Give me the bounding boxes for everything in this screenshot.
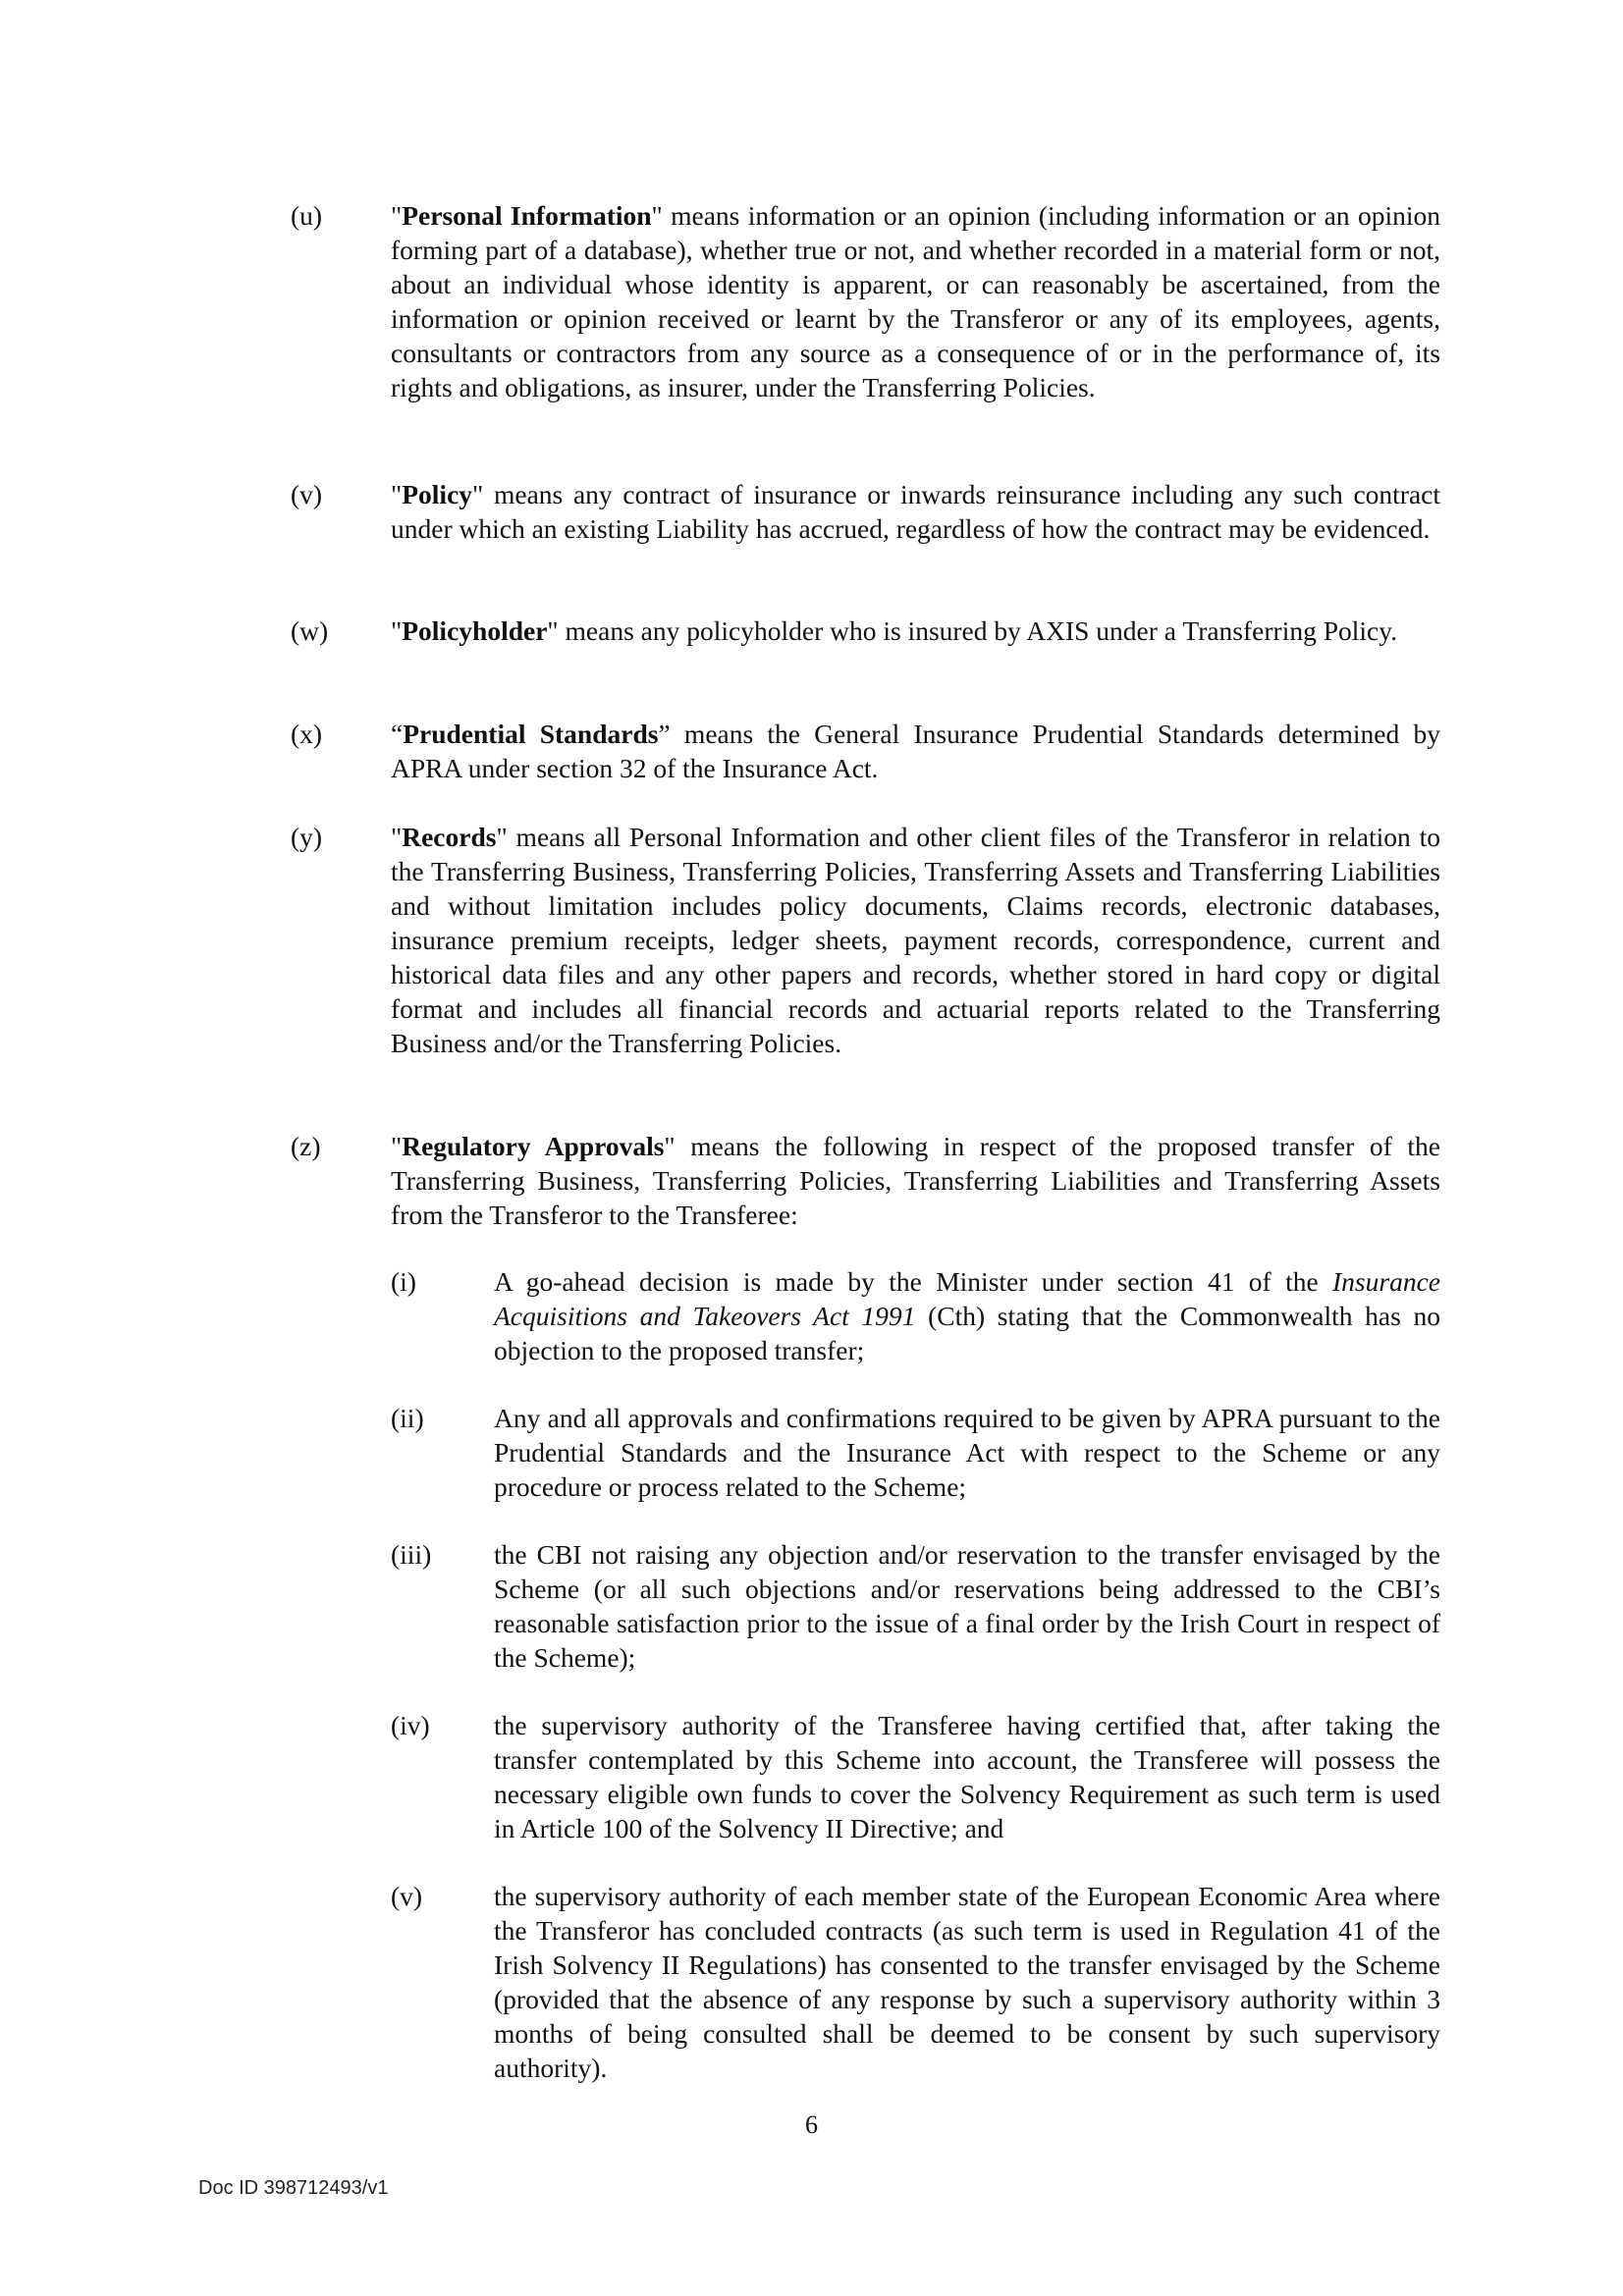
definition-clause-w: [291, 614, 1440, 648]
definition-text: means any contract of insurance or inwards reinsurance including any such contract under which an existing Liability has accrued, regardless of how the contract may be evidenced.: [391, 479, 1440, 544]
subclause-v: [391, 1879, 1440, 2085]
definition-text: means any policyholder who is insured by AXIS under a Transferring Policy.: [558, 615, 1398, 646]
clause-body: "Regulatory Approvals" means the following in respect of the proposed transfer of the Transferring Business, Transferring Policies, Transferring Liabilities and Transferring Assets from the Transferor to the Transferee:: [391, 1131, 1440, 1230]
definition-clause-x: [291, 717, 1440, 785]
page-number: 6: [805, 2110, 818, 2139]
defined-term: Personal Information: [402, 200, 652, 231]
clause-body: "Records" means all Personal Information and other client files of the Transferor in relation to the Transferring Business, Transferring Policies, Transferring Assets and Transferring Liabilities and without limitation includes policy documents, Claims records, electronic databases, insurance premium receipts, ledger sheets, payment records, correspondence, current and historical data files and any other papers and records, whether stored in hard copy or digital format and includes all financial records and actuarial reports related to the Transferring Business and/or the Transferring Policies.: [391, 822, 1440, 1058]
definition-clause-z: [291, 1129, 1440, 1232]
subclause-body: A go-ahead decision is made by the Minister under section 41 of the Insurance Acquisitions and Takeovers Act 1991 (Cth) stating that the Commonwealth has no objection to the proposed transfer;: [494, 1266, 1440, 1365]
definition-text: means the following in respect of the proposed transfer of the Transferring Business, Transferring Policies, Transferring Liabilities and Transferring Assets from the Transferor to the Transferee:: [391, 1131, 1440, 1230]
definition-text: means all Personal Information and other client files of the Transferor in relation to the Transferring Business, Transferring Policies, Transferring Assets and Transferring Liabilities and without limitation includes policy documents, Claims records, electronic databases, insurance premium receipts, ledger sheets, payment records, correspondence, current and historical data files and any other papers and records, whether stored in hard copy or digital format and includes all financial records and actuarial reports related to the Transferring Business and/or the Transferring Policies.: [391, 822, 1440, 1058]
subclause-ii: [391, 1401, 1440, 1504]
definition-clause-v: [291, 477, 1440, 546]
definition-text: means information or an opinion (including information or an opinion forming part of a database), whether true or not, and whether recorded in a material form or not, about an individual whose identity is apparent, or can reasonably be ascertained, from the information or opinion received or learnt by the Transferor or any of its employees, agents, consultants or contractors from any source as a consequence of or in the performance of, its rights and obligations, as insurer, under the Transferring Policies.: [391, 200, 1440, 402]
subclause-body: the CBI not raising any objection and/or reservation to the transfer envisaged by the Scheme (or all such objections and/or reservations being addressed to the CBI’s reasonable satisfaction prior to the issue of a final order by the Irish Court in respect of the Scheme);: [494, 1539, 1440, 1673]
subclause-i: [391, 1264, 1440, 1367]
defined-term: Prudential Standards: [403, 719, 659, 749]
clause-body: “Prudential Standards” means the General Insurance Prudential Standards determined by APRA under section 32 of the Insurance Act.: [391, 719, 1440, 783]
subclause-iv: [391, 1708, 1440, 1845]
subclause-label: (ii): [391, 1403, 424, 1433]
clause-body: "Policy" means any contract of insurance or inwards reinsurance including any such contract under which an existing Liability has accrued, regardless of how the contract may be evidenced.: [391, 479, 1440, 544]
defined-term: Records: [402, 822, 497, 852]
clause-label: (y): [291, 822, 323, 852]
subclause-label: (v): [391, 1881, 423, 1911]
act-title: Insurance Acquisitions and Takeovers Act 1991: [494, 1266, 1440, 1331]
clause-label: (v): [291, 479, 323, 509]
definition-text: means the General Insurance Prudential Standards determined by APRA under section 32 of the Insurance Act.: [391, 719, 1440, 783]
clause-body: "Policyholder" means any policyholder who is insured by AXIS under a Transferring Policy.: [391, 615, 1398, 646]
subclause-body: Any and all approvals and confirmations required to be given by APRA pursuant to the Prudential Standards and the Insurance Act with respect to the Scheme or any procedure or process related to the Scheme;: [494, 1403, 1440, 1502]
document-id: Doc ID 398712493/v1: [198, 2177, 389, 2199]
clause-label: (x): [291, 719, 323, 749]
clause-body: "Personal Information" means information or an opinion (including information or an opinion forming part of a database), whether true or not, and whether recorded in a material form or not, about an individual whose identity is apparent, or can reasonably be ascertained, from the information or opinion received or learnt by the Transferor or any of its employees, agents, consultants or contractors from any source as a consequence of or in the performance of, its rights and obligations, as insurer, under the Transferring Policies.: [391, 200, 1440, 402]
defined-term: Regulatory Approvals: [402, 1131, 665, 1161]
definition-clause-u: [291, 198, 1440, 404]
defined-term: Policy: [402, 479, 473, 509]
subclause-label: (i): [391, 1266, 416, 1297]
subclause-iii: [391, 1537, 1440, 1675]
defined-term: Policyholder: [402, 615, 548, 646]
subclause-body: the supervisory authority of each member state of the European Economic Area where the Transferor has concluded contracts (as such term is used in Regulation 41 of the Irish Solvency II Regulations) has consented to the transfer envisaged by the Scheme (provided that the absence of any response by such a supervisory authority within 3 months of being consulted shall be deemed to be consent by such supervisory authority).: [494, 1881, 1440, 2083]
clause-label: (w): [291, 615, 329, 646]
subclause-label: (iii): [391, 1539, 432, 1570]
clause-label: (z): [291, 1131, 321, 1161]
clause-label: (u): [291, 200, 323, 231]
subclause-label: (iv): [391, 1710, 430, 1740]
definition-clause-y: [291, 820, 1440, 1060]
subclause-body: the supervisory authority of the Transferee having certified that, after taking the transfer contemplated by this Scheme into account, the Transferee will possess the necessary eligible own funds to cover the Solvency Requirement as such term is used in Article 100 of the Solvency II Directive; and: [494, 1710, 1440, 1843]
